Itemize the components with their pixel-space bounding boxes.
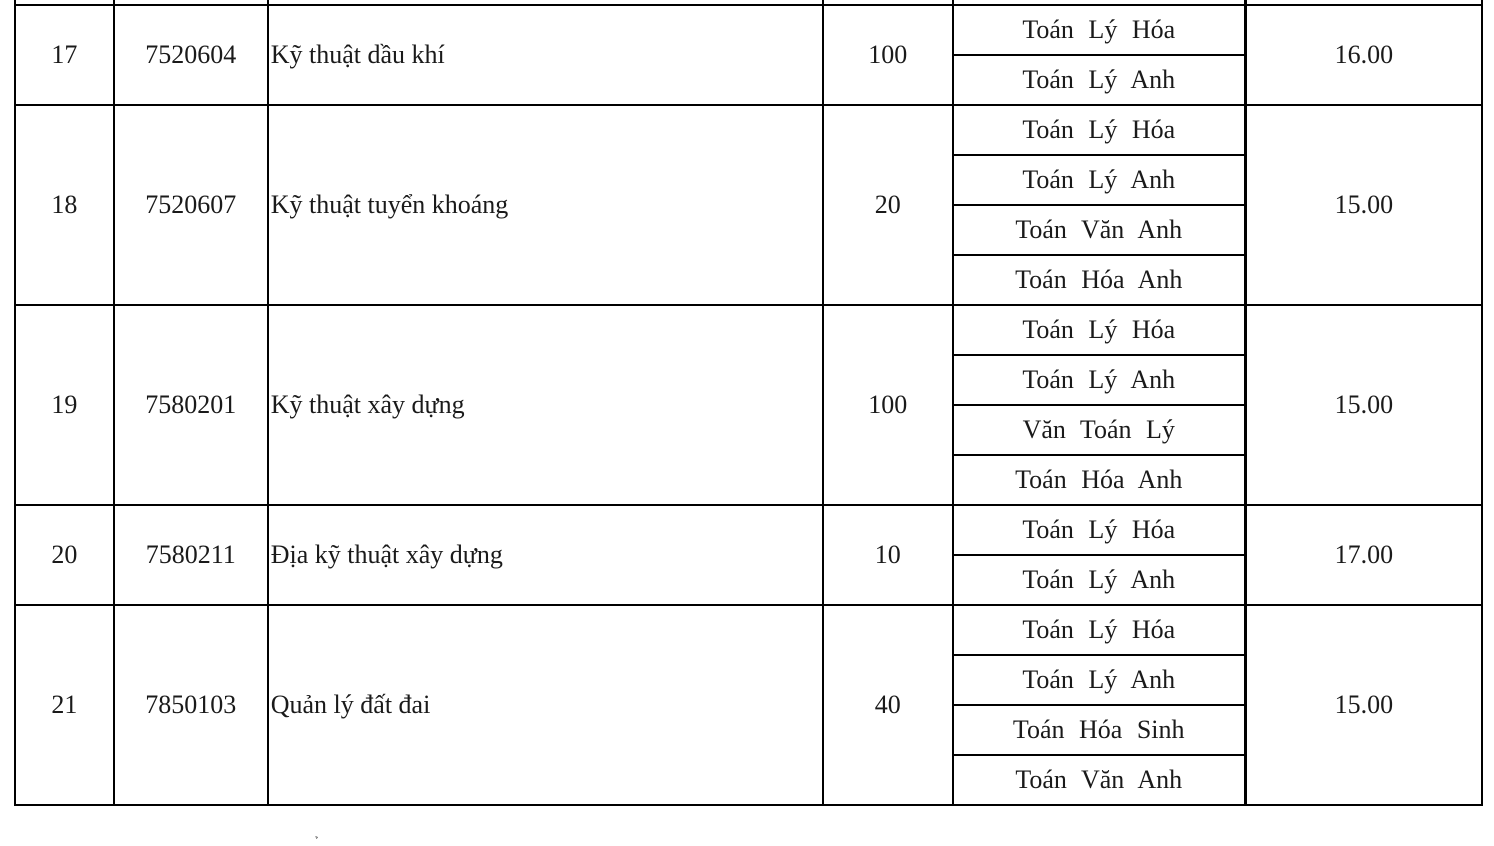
stt-cell: 18 xyxy=(15,105,114,305)
major-name-text: Địa kỹ thuật xây dựng xyxy=(270,540,503,569)
major-name-cell xyxy=(268,305,823,505)
benchmark-score-cell: 15.00 xyxy=(1245,605,1482,805)
major-name-text: Kỹ thuật dầu khí xyxy=(270,40,445,69)
table-row xyxy=(15,5,1482,55)
subject-combination-cell: Toán Lý Anh xyxy=(953,655,1246,705)
subject-combination-cell: Toán Lý Hóa xyxy=(953,5,1246,55)
table-body xyxy=(15,0,1482,805)
table-row xyxy=(15,605,1482,655)
subject-combination-cell: Toán Lý Hóa xyxy=(953,605,1246,655)
subject-combination-cell: Toán Văn Anh xyxy=(953,205,1246,255)
major-code-cell: 7580211 xyxy=(114,505,268,605)
admission-table xyxy=(14,0,1483,806)
subject-combination-cell: Toán Văn Anh xyxy=(953,755,1246,805)
subject-combination-cell: Toán Lý Hóa xyxy=(953,305,1246,355)
quota-cell: 40 xyxy=(823,605,953,805)
benchmark-score-cell: 15.00 xyxy=(1245,305,1482,505)
subject-combination-cell: Toán Hóa Anh xyxy=(953,255,1246,305)
quota-cell: 100 xyxy=(823,5,953,105)
stt-cell: 20 xyxy=(15,505,114,605)
table-row xyxy=(15,105,1482,155)
quota-cell: 100 xyxy=(823,305,953,505)
major-name-cell xyxy=(268,605,823,805)
major-name-cell xyxy=(268,105,823,305)
table-row xyxy=(15,505,1482,555)
benchmark-score-cell: 17.00 xyxy=(1245,505,1482,605)
table-row xyxy=(15,305,1482,355)
stray-diacritic-mark xyxy=(318,840,324,846)
major-code-cell: 7520604 xyxy=(114,5,268,105)
major-name-text: Kỹ thuật xây dựng xyxy=(270,390,465,419)
major-name-cell xyxy=(268,505,823,605)
subject-combination-cell: Toán Hóa Anh xyxy=(953,455,1246,505)
major-code-cell: 7520607 xyxy=(114,105,268,305)
subject-combination-cell: Toán Hóa Sinh xyxy=(953,705,1246,755)
stt-cell: 17 xyxy=(15,5,114,105)
quota-cell: 20 xyxy=(823,105,953,305)
major-code-cell: 7850103 xyxy=(114,605,268,805)
subject-combination-cell: Toán Lý Anh xyxy=(953,355,1246,405)
subject-combination-cell: Toán Lý Hóa xyxy=(953,505,1246,555)
major-name-text: Quản lý đất đai xyxy=(270,690,431,719)
stt-cell: 19 xyxy=(15,305,114,505)
subject-combination-cell: Toán Lý Hóa xyxy=(953,105,1246,155)
benchmark-score-cell: 16.00 xyxy=(1245,5,1482,105)
major-code-cell: 7580201 xyxy=(114,305,268,505)
admission-table-viewport xyxy=(14,0,1483,840)
major-name-text: Kỹ thuật tuyển khoáng xyxy=(270,190,509,219)
subject-combination-cell: Văn Toán Lý xyxy=(953,405,1246,455)
subject-combination-cell: Toán Lý Anh xyxy=(953,555,1246,605)
subject-combination-cell: Toán Lý Anh xyxy=(953,155,1246,205)
quota-cell: 10 xyxy=(823,505,953,605)
benchmark-score-cell: 15.00 xyxy=(1245,105,1482,305)
stt-cell: 21 xyxy=(15,605,114,805)
major-name-cell xyxy=(268,5,823,105)
subject-combination-cell: Toán Lý Anh xyxy=(953,55,1246,105)
